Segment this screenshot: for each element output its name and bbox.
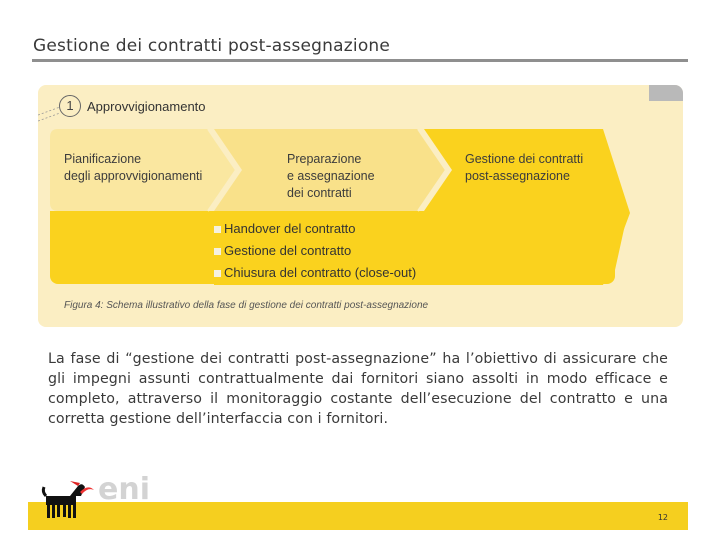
- phase-1-label: Pianificazione degli approvvigionamenti: [64, 152, 203, 183]
- list-item: [214, 262, 416, 284]
- step-number-badge: 1: [59, 95, 81, 117]
- body-paragraph: La fase di “gestione dei contratti post-assegnazione” ha l’obiettivo di assicurare che gli impegni assunti contrattualmente dai fornitori siano assolti in modo efficace e completo, attraverso il monitoraggio costante dell’esecuzione del contratto e una corretta gestione dell’interfaccia con i fornitori.: [48, 351, 668, 427]
- figure-caption: Figura 4: Schema illustrativo della fase di gestione dei contratti post-assegnazione: [64, 300, 429, 311]
- phase-3-label: Gestione dei contratti post-assegnazione: [465, 152, 584, 183]
- phase-2-label: Preparazione e assegnazione dei contratti: [287, 152, 375, 200]
- bullet-text: Chiusura del contratto (close-out): [224, 265, 417, 280]
- square-bullet-icon: [214, 248, 221, 255]
- list-item: [214, 218, 416, 240]
- step-label: Approvvigionamento: [87, 99, 206, 114]
- list-item: [214, 240, 416, 262]
- eni-logo-text: eni: [98, 472, 150, 507]
- slide-title: Gestione dei contratti post-assegnazione: [33, 36, 391, 56]
- decor-line: [38, 113, 60, 121]
- page-number: 12: [657, 513, 668, 522]
- six-legged-dog-icon: [40, 478, 96, 520]
- phase-3-bullet-list: [214, 218, 416, 284]
- bullet-text: Gestione del contratto: [224, 243, 352, 258]
- process-diagram: [38, 85, 683, 327]
- square-bullet-icon: [214, 270, 221, 277]
- square-bullet-icon: [214, 226, 221, 233]
- title-divider: [32, 59, 688, 62]
- bullet-text: Handover del contratto: [224, 221, 356, 236]
- process-figure: [38, 85, 683, 327]
